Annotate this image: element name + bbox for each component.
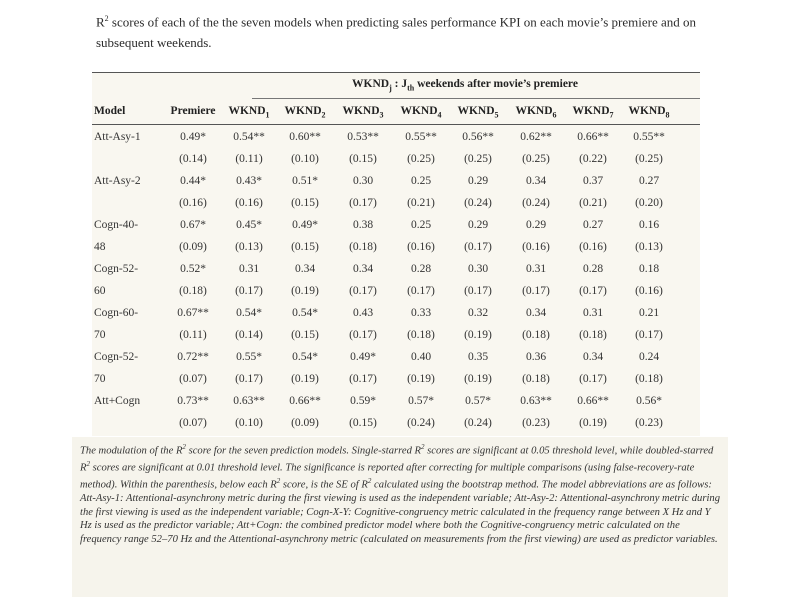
r2-score-cell: 0.51* [292,175,318,187]
column-header: $WKND_7$ [572,105,614,120]
r2-score-cell: 0.52* [180,263,206,275]
se-cell: (0.16) [635,285,663,297]
model-name-cont: 70 [94,373,106,385]
r2-score-cell: 0.55* [236,351,262,363]
se-cell: (0.25) [522,153,550,165]
results-table [92,72,700,436]
r2-score-cell: 0.53** [347,131,379,143]
se-cell: (0.13) [235,241,263,253]
column-header: Premiere [170,105,216,117]
r2-score-cell: 0.36 [525,351,547,363]
se-cell: (0.18) [579,329,607,341]
r2-score-cell: 0.66** [577,395,609,407]
se-cell: (0.13) [635,241,663,253]
se-cell: (0.20) [635,197,663,209]
se-cell: (0.16) [579,241,607,253]
r2-score-cell: 0.34 [352,263,374,275]
r2-score-cell: 0.21 [638,307,660,319]
se-cell: (0.18) [349,241,377,253]
se-cell: (0.17) [349,285,377,297]
r2-score-cell: 0.27 [582,219,604,231]
r2-score-cell: 0.30 [467,263,489,275]
se-cell: (0.17) [349,329,377,341]
r2-score-cell: 0.54* [236,307,262,319]
se-cell: (0.19) [464,329,492,341]
se-cell: (0.15) [349,153,377,165]
r2-score-cell: 0.40 [410,351,432,363]
se-cell: (0.11) [179,329,207,341]
r2-score-cell: 0.24 [638,351,660,363]
se-cell: (0.11) [235,153,263,165]
column-header: $WKND_6$ [515,105,557,120]
r2-score-cell: 0.73** [177,395,209,407]
se-cell: (0.24) [522,197,550,209]
weekend-group-header: $WKND_j$ : $J_{th}$ weekends after movie’s premiere [352,78,578,93]
r2-score-cell: 0.55** [633,131,665,143]
r2-score-cell: 0.56** [462,131,494,143]
r2-score-cell: 0.30 [352,175,374,187]
se-cell: (0.09) [291,417,319,429]
caption-text: scores of each of the the seven models when predicting sales performance KPI on each movie’s premiere and on subsequent weekends. [96,14,696,51]
r2-score-cell: 0.55** [405,131,437,143]
se-cell: (0.17) [235,373,263,385]
r2-score-cell: 0.34 [525,307,547,319]
se-cell: (0.14) [179,153,207,165]
r2-score-cell: 0.66** [289,395,321,407]
column-header: $WKND_1$ [228,105,270,120]
se-cell: (0.18) [522,373,550,385]
se-cell: (0.22) [579,153,607,165]
r2-score-cell: 0.32 [467,307,489,319]
r2-score-cell: 0.72** [177,351,209,363]
column-header: $WKND_4$ [400,105,442,120]
se-cell: (0.16) [179,197,207,209]
r2-score-cell: 0.43* [236,175,262,187]
se-cell: (0.19) [579,417,607,429]
r2-score-cell: 0.34 [294,263,316,275]
column-header: $WKND_8$ [628,105,670,120]
se-cell: (0.16) [407,241,435,253]
r2-score-cell: 0.49* [180,131,206,143]
se-cell: (0.17) [579,285,607,297]
se-cell: (0.23) [635,417,663,429]
r2-score-cell: 0.28 [410,263,432,275]
se-cell: (0.09) [179,241,207,253]
table-caption [96,8,696,53]
r2-score-cell: 0.62** [520,131,552,143]
model-name-cont: 48 [94,241,106,253]
r2-score-cell: 0.66** [577,131,609,143]
model-name-cont: 60 [94,285,106,297]
se-cell: (0.24) [464,417,492,429]
se-cell: (0.17) [407,285,435,297]
se-cell: (0.17) [579,373,607,385]
r2-score-cell: 0.37 [582,175,604,187]
se-cell: (0.17) [522,285,550,297]
r2-score-cell: 0.44* [180,175,206,187]
se-cell: (0.10) [235,417,263,429]
r2-score-cell: 0.49* [292,219,318,231]
column-header: $WKND_2$ [284,105,326,120]
se-cell: (0.25) [464,153,492,165]
r2-score-cell: 0.59* [350,395,376,407]
r2-score-cell: 0.34 [582,351,604,363]
se-cell: (0.23) [522,417,550,429]
model-name-cont: 70 [94,329,106,341]
se-cell: (0.25) [407,153,435,165]
se-cell: (0.16) [235,197,263,209]
r2-score-cell: 0.63** [233,395,265,407]
r2-score-cell: 0.18 [638,263,660,275]
r2-score-cell: 0.43 [352,307,374,319]
r2-score-cell: 0.25 [410,175,432,187]
se-cell: (0.07) [179,417,207,429]
se-cell: (0.15) [291,197,319,209]
column-header: $WKND_5$ [457,105,499,120]
se-cell: (0.17) [464,285,492,297]
model-name: Cogn-60- [94,307,139,319]
column-header: $WKND_3$ [342,105,384,120]
se-cell: (0.18) [522,329,550,341]
se-cell: (0.07) [179,373,207,385]
r2-score-cell: 0.33 [410,307,432,319]
se-cell: (0.19) [291,373,319,385]
r2-score-cell: 0.31 [238,263,260,275]
r2-score-cell: 0.63** [520,395,552,407]
caption-r-superscript: 2 [104,14,109,23]
se-cell: (0.21) [579,197,607,209]
r2-score-cell: 0.57* [465,395,491,407]
r2-score-cell: 0.49* [350,351,376,363]
se-cell: (0.17) [235,285,263,297]
r2-score-cell: 0.67** [177,307,209,319]
se-cell: (0.15) [291,241,319,253]
r2-score-cell: 0.56* [636,395,662,407]
model-name: Att-Asy-2 [94,175,141,187]
r2-score-cell: 0.35 [467,351,489,363]
r2-score-cell: 0.67* [180,219,206,231]
header-bottom-rule [92,124,700,125]
se-cell: (0.17) [464,241,492,253]
r2-score-cell: 0.54* [292,307,318,319]
se-cell: (0.14) [235,329,263,341]
model-name: Cogn-52- [94,263,139,275]
se-cell: (0.21) [407,197,435,209]
r2-score-cell: 0.54** [233,131,265,143]
se-cell: (0.18) [635,373,663,385]
se-cell: (0.15) [291,329,319,341]
r2-score-cell: 0.54* [292,351,318,363]
r2-score-cell: 0.29 [467,175,489,187]
r2-score-cell: 0.29 [525,219,547,231]
se-cell: (0.24) [407,417,435,429]
se-cell: (0.19) [464,373,492,385]
se-cell: (0.19) [291,285,319,297]
se-cell: (0.10) [291,153,319,165]
r2-score-cell: 0.16 [638,219,660,231]
column-header: Model [94,105,126,117]
r2-score-cell: 0.28 [582,263,604,275]
se-cell: (0.17) [635,329,663,341]
se-cell: (0.16) [522,241,550,253]
se-cell: (0.17) [349,197,377,209]
se-cell: (0.18) [407,329,435,341]
table-footnote: The modulation of the $R^2$ score for the seven prediction models. Single-starred $R^2$ scores are significant at 0.05 threshold level, while doubled-starred $R^2$ scores are significant at 0.01 threshold level. The significance is reported after correcting for multiple comparisons (using false-recovery-rate method). Within the parenthesis, below each $R^2$ score, is the SE of $R^2$ calculated using the bootstrap method. The model abbreviations are as follows: Att-Asy-1: Attentional-asynchrony metric during the first viewing is used as the independent variable; Att-Asy-2: Attentional-asynchrony metric during the first viewing is used as the independent variable; Cogn-X-Y: Cognitive-congruency metric calculated in the frequency range between X Hz and Y Hz is used as the predictor variable; Att+Cogn: the combined predictor model where both the Cognitive-congruency metric calculated on the frequency range 52–70 Hz and the Attentional-asynchrony metric (calculated on measurements from the first viewing) are used as predictor variables. [72,437,728,597]
model-name: Cogn-40- [94,219,139,231]
model-name: Att+Cogn [94,395,141,407]
r2-score-cell: 0.60** [289,131,321,143]
caption-r-symbol: R [96,14,105,30]
se-cell: (0.17) [349,373,377,385]
r2-score-cell: 0.31 [582,307,604,319]
table-top-rule [92,72,700,73]
r2-score-cell: 0.29 [467,219,489,231]
r2-score-cell: 0.25 [410,219,432,231]
model-name: Cogn-52- [94,351,139,363]
r2-score-cell: 0.31 [525,263,547,275]
se-cell: (0.18) [179,285,207,297]
se-cell: (0.24) [464,197,492,209]
se-cell: (0.25) [635,153,663,165]
r2-score-cell: 0.34 [525,175,547,187]
group-header-rule [252,98,700,99]
r2-score-cell: 0.27 [638,175,660,187]
se-cell: (0.19) [407,373,435,385]
se-cell: (0.15) [349,417,377,429]
r2-score-cell: 0.45* [236,219,262,231]
r2-score-cell: 0.57* [408,395,434,407]
r2-score-cell: 0.38 [352,219,374,231]
model-name: Att-Asy-1 [94,131,141,143]
